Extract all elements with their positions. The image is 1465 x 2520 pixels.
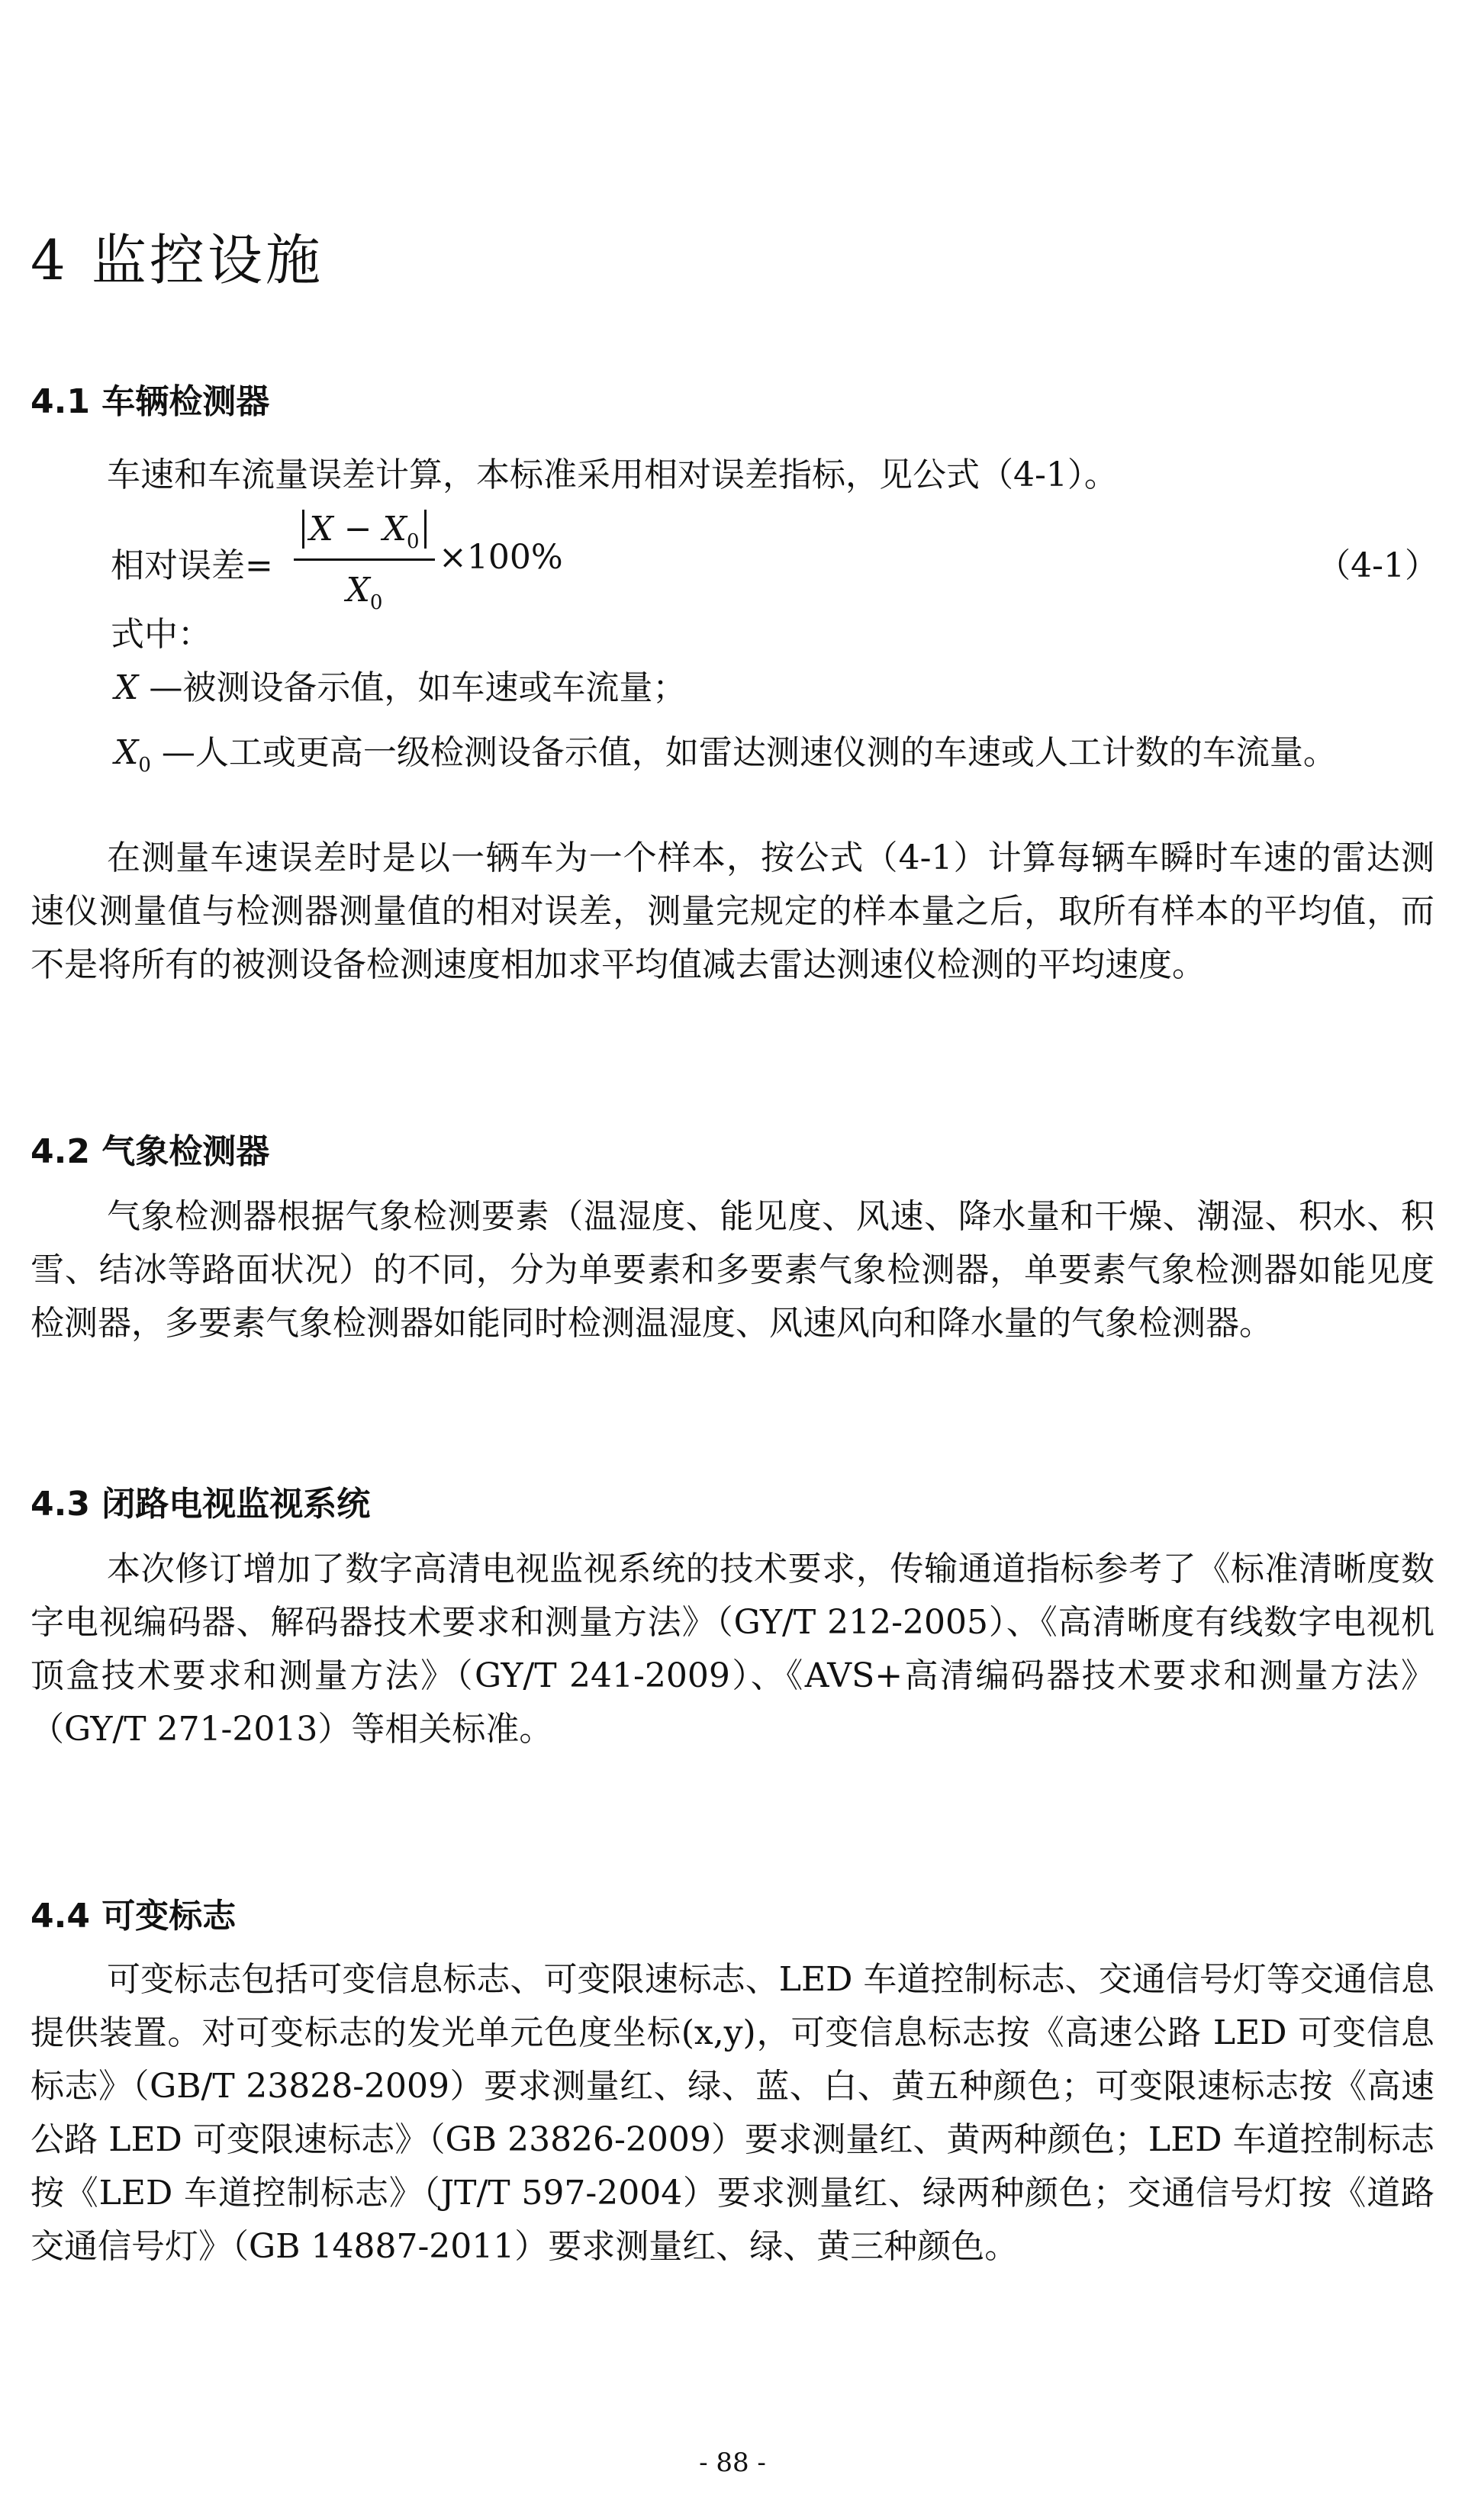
definition-x: [114, 668, 687, 707]
chapter-number: 4: [31, 228, 69, 292]
section-heading-4-3: 4.3 闭路电视监视系统: [31, 1485, 371, 1524]
numerator-reference: X: [382, 510, 407, 549]
equation-number: （4-1）: [1317, 546, 1438, 585]
section-4-2-paragraph: 气象检测器根据气象检测要素（温湿度、能见度、风速、降水量和干燥、潮湿、积水、积雪、结冰等路面状况）的不同，分为单要素和多要素气象检测器，单要素气象检测器如能见度检测器，多要素气象检测器如能同时检测温湿度、风速风向和降水量的气象检测器。: [31, 1197, 1434, 1343]
formula-multiplier: ×100%: [439, 538, 563, 577]
formula-label: 相对误差=: [111, 546, 273, 585]
denominator-variable: X: [346, 571, 370, 610]
definition-x0-text: —人工或更高一级检测设备示值，如雷达测速仪测的车速或人工计数的车流量。: [150, 733, 1337, 772]
numerator-variable: X: [309, 510, 333, 549]
section-4-4-paragraph: 可变标志包括可变信息标志、可变限速标志、LED 车道控制标志、交通信号灯等交通信息提供装置。对可变标志的发光单元色度坐标(x,y)，可变信息标志按《高速公路 LED 可变信息标志》（GB/T 23828-2009）要求测量红、绿、蓝、白、黄五种颜色；可变限速标志按《高速公路 LED 可变限速标志》（GB 23826-2009）要求测量红、黄两种颜色；LED 车道控制标志按《LED 车道控制标志》（JT/T 597-2004）要求测量红、绿两种颜色；交通信号灯按《道路交通信号灯》（GB 14887-2011）要求测量红、绿、黄三种颜色。: [31, 1960, 1434, 2266]
chapter-title-text: 监控设施: [91, 228, 324, 292]
section-4-1-intro: 车速和车流量误差计算，本标准采用相对误差指标，见公式（4-1）。: [107, 455, 1118, 494]
page-number: - 88 -: [699, 2448, 766, 2478]
where-label: 式中：: [111, 615, 211, 654]
formula-numerator: [294, 510, 435, 553]
chapter-title: [31, 228, 324, 292]
numerator-subscript: 0: [406, 529, 420, 553]
fraction-rule: [294, 558, 435, 561]
numerator-operator: −: [333, 510, 383, 549]
definition-x-variable: X: [114, 668, 139, 707]
definition-x0-subscript: 0: [138, 753, 151, 777]
formula-denominator: [294, 571, 435, 614]
relative-error-formula: [111, 504, 1438, 618]
section-heading-4-1: 4.1 车辆检测器: [31, 382, 270, 421]
section-4-1-paragraph: 在测量车速误差时是以一辆车为一个样本，按公式（4-1）计算每辆车瞬时车速的雷达测速仪测量值与检测器测量值的相对误差，测量完规定的样本量之后，取所有样本的平均值，而不是将所有的被测设备检测速度相加求平均值减去雷达测速仪检测的平均速度。: [31, 838, 1434, 984]
section-heading-4-4: 4.4 可变标志: [31, 1897, 237, 1936]
section-heading-4-2: 4.2 气象检测器: [31, 1132, 270, 1171]
definition-x0-variable: X: [114, 733, 139, 772]
definition-x-text: —被测设备示值，如车速或车流量；: [138, 668, 687, 707]
definition-x0: [31, 726, 1434, 792]
denominator-subscript: 0: [369, 591, 383, 614]
section-4-3-paragraph: 本次修订增加了数字高清电视监视系统的技术要求，传输通道指标参考了《标准清晰度数字电视编码器、解码器技术要求和测量方法》（GY/T 212-2005）、《高清晰度有线数字电视机顶盒技术要求和测量方法》（GY/T 241-2009）、《AVS+高清编码器技术要求和测量方法》（GY/T 271-2013）等相关标准。: [31, 1550, 1434, 1749]
